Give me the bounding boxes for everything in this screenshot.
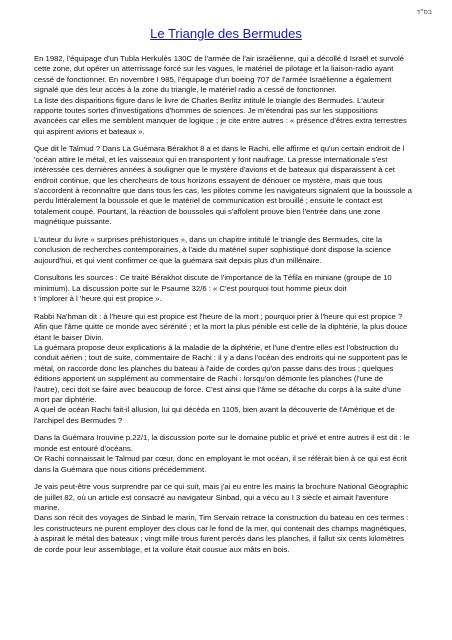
text-line: cette zone, dut opérer un atterrissage forcé sur les vagues, le matériel de pilotage et la liaison-radio ayant	[34, 64, 394, 74]
text-line: de corde pour leur assemblage, et la voilure était cousue aux mâts en bois.	[34, 544, 290, 554]
text-line: En 1982, l'équipage d'un Tubla Herkulès 130C de l'armée de l'air israélienne, qui a décollé d Israël et survolé	[34, 54, 404, 63]
document-body	[34, 54, 424, 562]
paragraph	[34, 312, 424, 343]
text-line: Dans son récit des voyages de Sinbad le marin, Tim Servain retrace la construction du bateau en ces termes :	[34, 513, 409, 523]
document-title: Le Triangle des Bermudes	[150, 26, 302, 41]
text-line: Afin que l'âme quitte ce monde avec sérénité ; et la mort la plus pénible est celle de la diphtérie, la plus douce	[34, 322, 408, 332]
text-line: 'océan attire le métal, et les vaisseaux qui en transportent y font naufrage. La presse internationale s'est	[34, 154, 388, 164]
text-line: monde est entouré d'océans.	[34, 443, 133, 453]
paragraph	[34, 343, 424, 426]
text-line: endroit continue, que les chercheurs de tous horizons essayent de dénouer ce mystère, mais que tous	[34, 175, 383, 185]
text-line: de juillet 82, où un article est consacré au navigateur Sinbad, qui a vécu au I 3 siècle et aimait l'aventure	[34, 492, 389, 502]
text-line: avancées car elles me semblent manquer de logique ; je cite entre autres : « présence d'êtres extra terrestres	[34, 116, 407, 126]
text-line: Dans la Guémara Irouvine p.22/1, la discussion porte sur le domaine public et privé et entre autres il est dit : le	[34, 433, 410, 443]
text-line: minimum). La discussion porte sur le Psaume 32/6 : « C'est pourquoi tout homme pieux doit	[34, 283, 347, 293]
text-line: l'archipel des Bermudes ?	[34, 415, 123, 425]
text-line: à aspirait le métal des bateaux ; vingt mille trous furent percés dans les planches, il fallut six cents kilomètres	[34, 534, 405, 544]
header-hebrew-text: בס"ד	[416, 8, 432, 16]
text-line: conduit aérien ; tout de suite, commentaire de Rachi : il y a dans l'océan des endroits qui ne supportent pas le	[34, 353, 408, 363]
paragraph	[34, 54, 424, 137]
paragraph	[34, 482, 424, 555]
paragraph	[34, 433, 424, 475]
text-line: aujourd'hui, et qui vient confirmer ce que la guémara sait depuis plus d'un millénaire.	[34, 255, 322, 265]
paragraph	[34, 144, 424, 227]
text-line: les constructeurs ne purent employer des clous car le fond de la mer, qui contenait des champs magnétiques,	[34, 523, 407, 533]
text-line: intéressée ces dernières années à souligner que le mystère d'avions et de bateaux qui disparaissent à cet	[34, 165, 395, 175]
paragraph	[34, 273, 424, 304]
text-line: Je vais peut-être vous surprendre par ce qui suit, mais j'ai eu entre les mains la brochure National Géographic	[34, 482, 409, 492]
text-line: Que dit le Talmud ? Dans La Guémara Bérakhot 8 a et dans le Rachi, elle affirme et qu'un certain endroit de l	[34, 144, 405, 154]
text-line: A quel de océan Rachi fait-il allusion, lui qui décéda en 1105, bien avant la découverte de l'Amérique et de	[34, 405, 395, 415]
text-line: dans la Guémara que nous citions précédemment.	[34, 464, 207, 474]
text-line: L'auteur du livre « surprises préhistoriques », dans un chapitre intitulé le triangle des Bermudes, cite la	[34, 234, 383, 244]
paragraph	[34, 235, 424, 266]
text-line: La guémara propose deux explications à la maladie de la diphtérie, et l'une d'entre elles est l'obstruction du	[34, 342, 399, 352]
text-line: rapporte toutes sortes d'investigations d'hommes de sciences. Je m'étendrai pas sur les suppositions	[34, 106, 378, 116]
text-line: métal, on raccorde donc les planches du bateau à l'aide de cordes qu'on passe dans des trous ; quelques	[34, 363, 394, 373]
text-line: éditions apportent un supplément au commentaire de Rachi : lorsqu'on démonte les planches (l'une de	[34, 374, 384, 384]
text-line: conclusion de recherches contemporaines, à l'aide du matériel super sophistiqué dont dispose la science	[34, 245, 392, 255]
text-line: l'autre), ceci doit se faire avec beaucoup de force. C'est ainsi que l'âme se détache du corps à la suite d'une	[34, 384, 401, 394]
text-line: marine.	[34, 502, 60, 512]
text-line: s'accordent à reconnaître que dans tous les cas, les pilotes comme les navigateurs signalent que la boussole a	[34, 186, 412, 196]
text-line: Or Rachi connaissait le Talmud par cœur, donc en employant le mot océan, il se référait bien à ce qui est écrit	[34, 454, 407, 464]
text-line: étant le baiser Divin.	[34, 332, 104, 342]
text-line: perdu littéralement la boussole et que le matériel de communication est brouillé ; ensuite le contact est	[34, 196, 383, 206]
text-line: Consultons les sources : Ce traité Bérakhot discute de l'importance de la Téfila en miniane (groupe de 10	[34, 273, 392, 283]
text-line: t 'implorer à l 'heure qui est propice ».	[34, 294, 162, 304]
text-line: cessé de fonctionner. En novembre I 985, l'équipage d'un boeing 707 de l'armée Israélienne a également	[34, 74, 392, 84]
text-line: qui aspirent avions et bateaux ».	[34, 126, 145, 136]
text-line: totalement coupé. Pourtant, la réaction de boussoles qui s'affolent prouve bien l'entrée dans une zone	[34, 206, 381, 216]
text-line: Rabbi Na'hman dit : à l'heure qui est propice est l'heure de la mort ; pourquoi prier à l'heure qui est propice ?	[34, 311, 403, 321]
text-line: signalé que dès leur accès à la zone du triangle, le matériel radio a cessé de fonctionner.	[34, 85, 337, 95]
text-line: La liste des disparitions figure dans le livre de Charles Berlitz intitulé le triangle des Bermudes. L'auteur	[34, 95, 385, 105]
text-line: magnétique puissante.	[34, 217, 112, 227]
text-line: mort par diphtérie.	[34, 394, 97, 404]
